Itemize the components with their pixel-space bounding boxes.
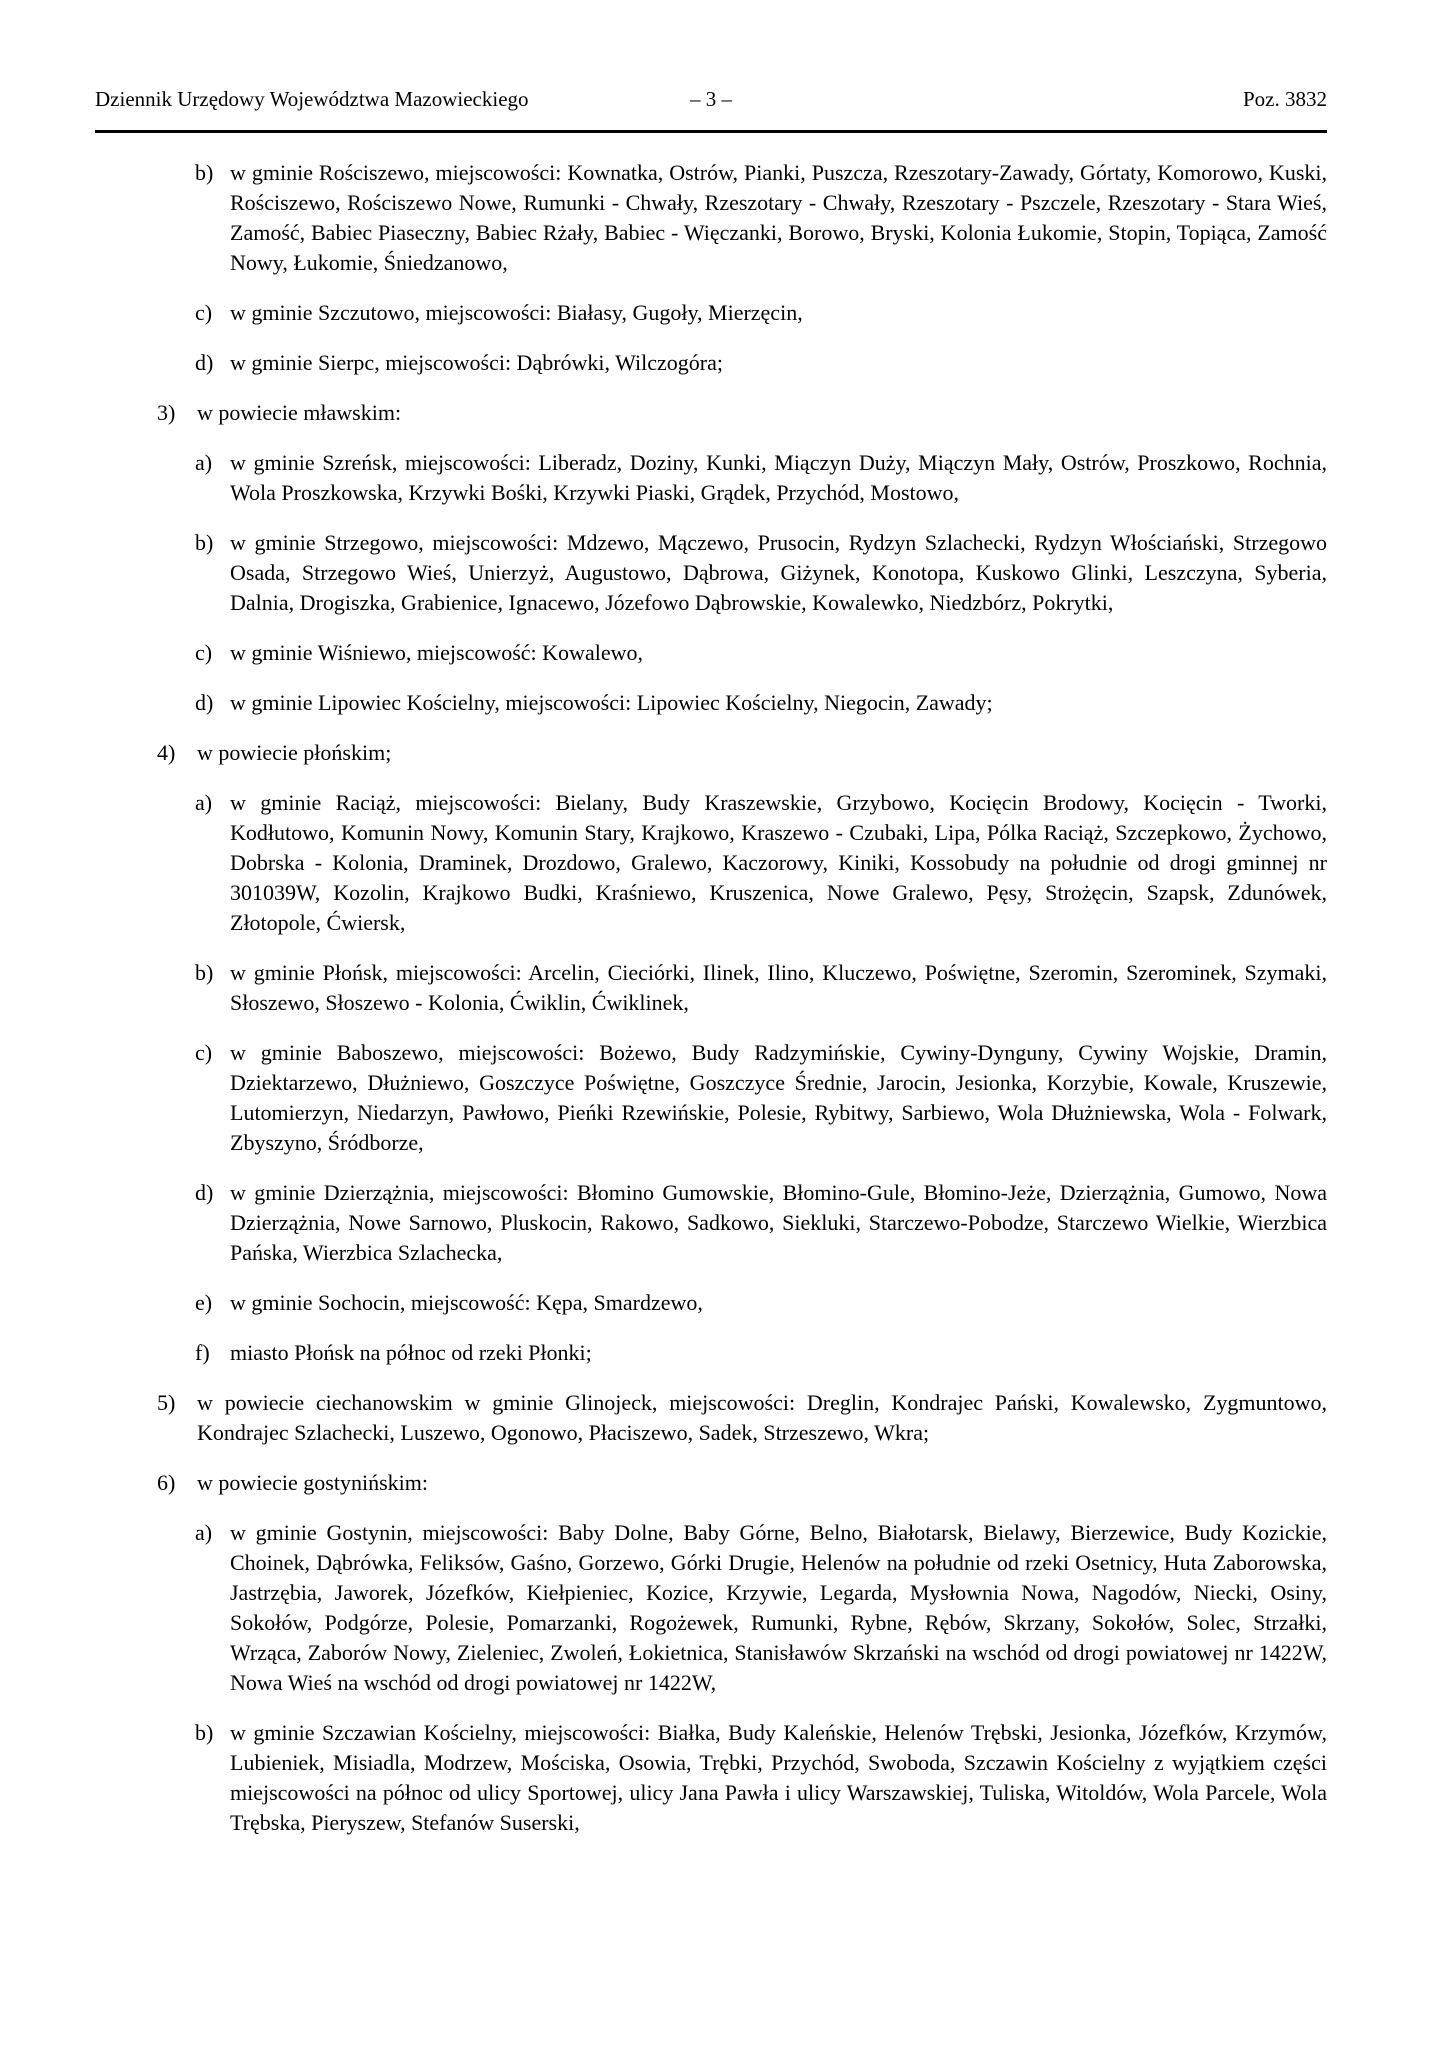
list-item xyxy=(195,688,1327,718)
list-item xyxy=(195,1518,1327,1698)
list-item-text: w gminie Szczawian Kościelny, miejscowości: Białka, Budy Kaleńskie, Helenów Trębski, Jesionka, Józefków, Krzymów, Lubieniek, Misiadla, Modrzew, Mościska, Osowia, Trębki, Przychód, Swoboda, Szczawin Kościelny z wyjątkiem części miejscowości na północ od ulicy Sportowej, ulicy Jana Pawła i ulicy Warszawskiej, Tuliska, Witoldów, Wola Parcele, Wola Trębska, Pieryszew, Stefanów Suserski, xyxy=(230,1720,1327,1835)
list-item-label: 6) xyxy=(157,1470,176,1495)
list-item-text: w gminie Sierpc, miejscowości: Dąbrówki, Wilczogóra; xyxy=(230,350,723,375)
list-item xyxy=(157,398,1327,428)
journal-title: Dziennik Urzędowy Województwa Mazowieckiego xyxy=(95,87,529,111)
position-number: Poz. 3832 xyxy=(1243,87,1327,111)
page-number: – 3 – xyxy=(690,87,732,111)
running-header xyxy=(95,86,1327,112)
list-item-text: miasto Płońsk na północ od rzeki Płonki; xyxy=(230,1340,592,1365)
header-rule xyxy=(95,130,1327,133)
document-body xyxy=(157,158,1327,1858)
list-item-text: w gminie Płońsk, miejscowości: Arcelin, Cieciórki, Ilinek, Ilino, Kluczewo, Poświętne, Szeromin, Szerominek, Szymaki, Słoszewo, Słoszewo - Kolonia, Ćwiklin, Ćwiklinek, xyxy=(230,960,1327,1015)
list-item-text: w gminie Dzierzążnia, miejscowości: Błomino Gumowskie, Błomino-Gule, Błomino-Jeże, Dzierzążnia, Gumowo, Nowa Dzierzążnia, Nowe Sarnowo, Pluskocin, Rakowo, Sadkowo, Siekluki, Starczewo-Pobodze, Starczewo Wielkie, Wierzbica Pańska, Wierzbica Szlachecka, xyxy=(230,1180,1327,1265)
list-item-label: 4) xyxy=(157,740,176,765)
list-item-label: b) xyxy=(195,160,214,185)
list-item-label: a) xyxy=(195,450,213,475)
list-item-label: c) xyxy=(195,300,213,325)
list-item xyxy=(195,958,1327,1018)
list-item-label: e) xyxy=(195,1290,213,1315)
list-item-text: w powiecie ciechanowskim w gminie Glinojeck, miejscowości: Dreglin, Kondrajec Pański, Kowalewsko, Zygmuntowo, Kondrajec Szlachecki, Luszewo, Ogonowo, Płaciszewo, Sadek, Strzeszewo, Wkra; xyxy=(197,1390,1327,1445)
list-item xyxy=(195,158,1327,278)
list-item-text: w gminie Sochocin, miejscowość: Kępa, Smardzewo, xyxy=(230,1290,703,1315)
list-item xyxy=(195,638,1327,668)
list-item-label: a) xyxy=(195,1520,213,1545)
list-item-label: b) xyxy=(195,1720,214,1745)
list-item-text: w gminie Strzegowo, miejscowości: Mdzewo, Mączewo, Prusocin, Rydzyn Szlachecki, Rydzyn Włościański, Strzegowo Osada, Strzegowo Wieś, Unierzyż, Augustowo, Dąbrowa, Giżynek, Konotopa, Kuskowo Glinki, Leszczyna, Syberia, Dalnia, Drogiszka, Grabienice, Ignacewo, Józefowo Dąbrowskie, Kowalewko, Niedzbórz, Pokrytki, xyxy=(230,530,1327,615)
list-item-label: c) xyxy=(195,640,213,665)
list-item-label: c) xyxy=(195,1040,213,1065)
list-item-label: d) xyxy=(195,690,214,715)
list-item-label: 5) xyxy=(157,1390,176,1415)
list-item-label: d) xyxy=(195,1180,214,1205)
list-item-text: w powiecie płońskim; xyxy=(197,740,392,765)
list-item-text: w gminie Gostynin, miejscowości: Baby Dolne, Baby Górne, Belno, Białotarsk, Bielawy, Bierzewice, Budy Kozickie, Choinek, Dąbrówka, Feliksów, Gaśno, Gorzewo, Górki Drugie, Helenów na południe od rzeki Osetnicy, Huta Zaborowska, Jastrzębia, Jaworek, Józefków, Kiełpieniec, Kozice, Krzywie, Legarda, Mysłownia Nowa, Nagodów, Niecki, Osiny, Sokołów, Podgórze, Polesie, Pomarzanki, Rogożewek, Rumunki, Rybne, Rębów, Skrzany, Sokołów, Solec, Strzałki, Wrząca, Zaborów Nowy, Zieleniec, Zwoleń, Łokietnica, Stanisławów Skrzański na wschód od drogi powiatowej nr 1422W, Nowa Wieś na wschód od drogi powiatowej nr 1422W, xyxy=(230,1520,1327,1695)
list-item xyxy=(195,1338,1327,1368)
list-item xyxy=(195,788,1327,938)
list-item-text: w gminie Lipowiec Kościelny, miejscowości: Lipowiec Kościelny, Niegocin, Zawady; xyxy=(230,690,993,715)
list-item xyxy=(195,1038,1327,1158)
list-item-text: w gminie Raciąż, miejscowości: Bielany, Budy Kraszewskie, Grzybowo, Kocięcin Brodowy, Kocięcin - Tworki, Kodłutowo, Komunin Nowy, Komunin Stary, Krajkowo, Kraszewo - Czubaki, Lipa, Pólka Raciąż, Szczepkowo, Żychowo, Dobrska - Kolonia, Draminek, Drozdowo, Gralewo, Kaczorowy, Kiniki, Kossobudy na południe od drogi gminnej nr 301039W, Kozolin, Krajkowo Budki, Kraśniewo, Kruszenica, Nowe Gralewo, Pęsy, Strożęcin, Szapsk, Zdunówek, Złotopole, Ćwiersk, xyxy=(230,790,1327,935)
list-item xyxy=(157,1468,1327,1498)
list-item xyxy=(195,1178,1327,1268)
list-item-label: b) xyxy=(195,960,214,985)
list-item xyxy=(195,1288,1327,1318)
list-item-label: a) xyxy=(195,790,213,815)
list-item-text: w powiecie mławskim: xyxy=(197,400,402,425)
list-item xyxy=(195,348,1327,378)
list-item xyxy=(195,528,1327,618)
list-item xyxy=(157,1388,1327,1448)
list-item-text: w powiecie gostynińskim: xyxy=(197,1470,428,1495)
list-item-text: w gminie Baboszewo, miejscowości: Bożewo, Budy Radzymińskie, Cywiny-Dynguny, Cywiny Wojskie, Dramin, Dziektarzewo, Dłużniewo, Goszczyce Poświętne, Goszczyce Średnie, Jarocin, Jesionka, Korzybie, Kowale, Kruszewie, Lutomierzyn, Niedarzyn, Pawłowo, Pieńki Rzewińskie, Polesie, Rybitwy, Sarbiewo, Wola Dłużniewska, Wola - Folwark, Zbyszyno, Śródborze, xyxy=(230,1040,1327,1155)
list-item-text: w gminie Szreńsk, miejscowości: Liberadz, Doziny, Kunki, Miączyn Duży, Miączyn Mały, Ostrów, Proszkowo, Rochnia, Wola Proszkowska, Krzywki Bośki, Krzywki Piaski, Grądek, Przychód, Mostowo, xyxy=(230,450,1327,505)
list-item-text: w gminie Rościszewo, miejscowości: Kownatka, Ostrów, Pianki, Puszcza, Rzeszotary-Zawady, Górtaty, Komorowo, Kuski, Rościszewo, Rościszewo Nowe, Rumunki - Chwały, Rzeszotary - Chwały, Rzeszotary - Pszczele, Rzeszotary - Stara Wieś, Zamość, Babiec Piaseczny, Babiec Rżały, Babiec - Więczanki, Borowo, Bryski, Kolonia Łukomie, Stopin, Topiąca, Zamość Nowy, Łukomie, Śniedzanowo, xyxy=(230,160,1327,275)
list-item xyxy=(195,1718,1327,1838)
list-item xyxy=(195,298,1327,328)
list-item-label: b) xyxy=(195,530,214,555)
list-item-label: 3) xyxy=(157,400,176,425)
list-item-text: w gminie Szczutowo, miejscowości: Białasy, Gugoły, Mierzęcin, xyxy=(230,300,803,325)
list-item xyxy=(195,448,1327,508)
list-item-label: d) xyxy=(195,350,214,375)
list-item-label: f) xyxy=(195,1340,210,1365)
list-item xyxy=(157,738,1327,768)
list-item-text: w gminie Wiśniewo, miejscowość: Kowalewo, xyxy=(230,640,643,665)
